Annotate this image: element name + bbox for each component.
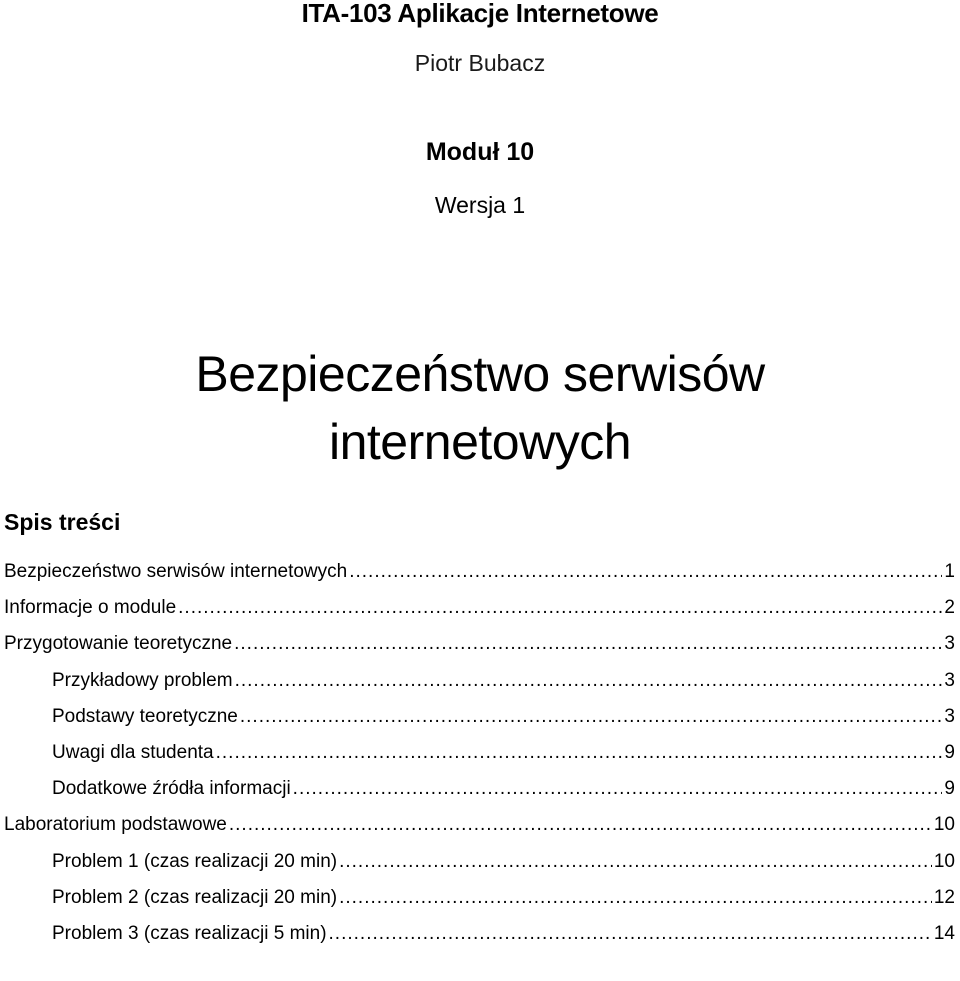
toc-page-number: 3 <box>944 705 955 727</box>
toc-entry-title: Informacje o module <box>4 597 177 619</box>
toc-entry[interactable] <box>0 701 960 737</box>
course-title: ITA-103 Aplikacje Internetowe <box>301 0 659 28</box>
toc-entry-title: Podstawy teoretyczne <box>52 705 238 727</box>
toc-entry[interactable] <box>0 737 960 773</box>
toc-dot-leader <box>240 701 943 733</box>
toc-heading: Spis treści <box>4 509 121 535</box>
toc-dot-leader <box>216 737 943 769</box>
toc-entry[interactable] <box>0 556 960 592</box>
toc-entry[interactable] <box>0 918 960 954</box>
toc-page-number: 10 <box>933 814 955 836</box>
toc-page-number: 3 <box>944 669 955 691</box>
version-label: Wersja 1 <box>434 192 526 218</box>
toc-page-number: 9 <box>944 741 955 763</box>
document-title <box>0 340 960 476</box>
toc-dot-leader <box>339 882 932 914</box>
toc-entry-title: Laboratorium podstawowe <box>4 814 227 836</box>
author-name: Piotr Bubacz <box>414 50 546 76</box>
toc-entry-title: Problem 1 (czas realizacji 20 min) <box>52 850 338 872</box>
toc-page-number: 2 <box>944 597 955 619</box>
toc-entry-title: Dodatkowe źródła informacji <box>52 778 291 800</box>
toc-dot-leader <box>229 809 932 841</box>
toc-dot-leader <box>234 628 942 660</box>
toc-dot-leader <box>349 556 942 588</box>
toc-entry-title: Problem 2 (czas realizacji 20 min) <box>52 886 338 908</box>
toc-page-number: 10 <box>933 850 955 872</box>
toc-page-number: 14 <box>933 922 955 944</box>
toc-page-number: 12 <box>933 886 955 908</box>
table-of-contents <box>0 556 960 954</box>
toc-dot-leader <box>339 846 932 878</box>
toc-entry-title: Przygotowanie teoretyczne <box>4 633 233 655</box>
toc-entry-title: Przykładowy problem <box>52 669 233 691</box>
toc-dot-leader <box>235 665 943 697</box>
document-title-line-1: Bezpieczeństwo serwisów <box>195 346 765 402</box>
document-title-line-2: internetowych <box>329 414 631 470</box>
toc-entry[interactable] <box>0 592 960 628</box>
toc-page-number: 1 <box>944 561 955 582</box>
toc-entry-title: Problem 3 (czas realizacji 5 min) <box>52 922 327 944</box>
toc-page-number: 3 <box>944 633 955 655</box>
toc-entry[interactable] <box>0 628 960 664</box>
toc-entry[interactable] <box>0 665 960 701</box>
toc-entry-title: Bezpieczeństwo serwisów internetowych <box>4 561 348 582</box>
toc-page-number: 9 <box>944 778 955 800</box>
toc-entry-title: Uwagi dla studenta <box>52 741 214 763</box>
toc-entry[interactable] <box>0 773 960 809</box>
toc-entry[interactable] <box>0 882 960 918</box>
toc-dot-leader <box>329 918 932 950</box>
module-number: Moduł 10 <box>425 138 535 166</box>
toc-dot-leader <box>293 773 943 805</box>
toc-entry[interactable] <box>0 809 960 845</box>
toc-entry[interactable] <box>0 846 960 882</box>
toc-dot-leader <box>178 592 942 624</box>
